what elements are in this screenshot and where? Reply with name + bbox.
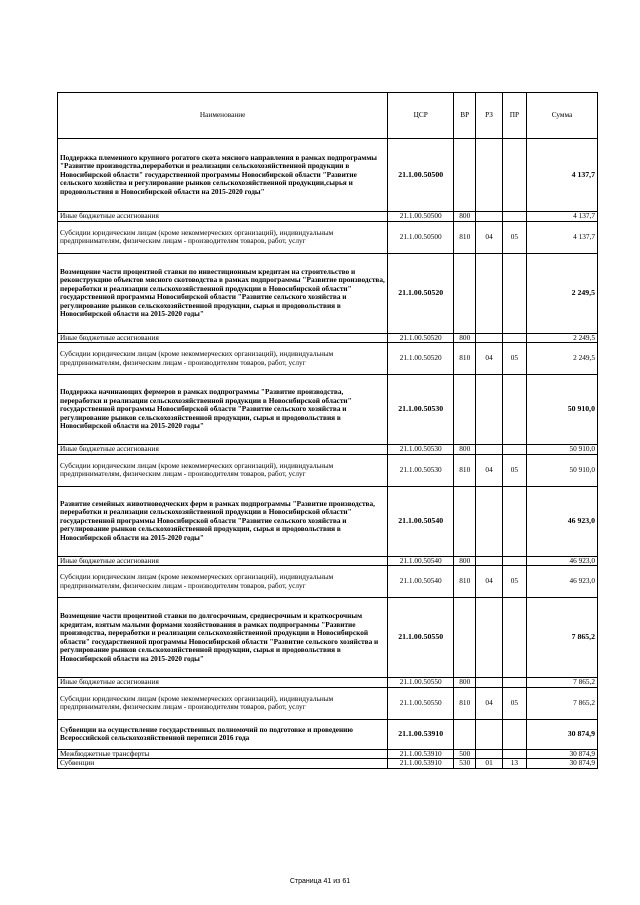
- cell-vr: [454, 598, 476, 678]
- cell-sum: 2 249,5: [527, 253, 598, 333]
- cell-name: Иные бюджетные ассигнования: [58, 556, 388, 566]
- budget-table: [57, 92, 598, 769]
- cell-csr: 21.1.00.50540: [388, 486, 454, 556]
- cell-name: Развитие семейных животноводческих ферм в рамках подпрограммы "Развитие производства, переработки и реализации сельскохозяйственной продукции в Новосибирской области" государственной программы Новосибирской области "Развитие сельского хозяйства и регулирование рынков сельскохозяйственной продукции, сырья и продовольствия в Новосибирской области на 2015-2020 годы": [58, 486, 388, 556]
- cell-name: Субсидии юридическим лицам (кроме некоммерческих организаций), индивидуальным предпринимателям, физическим лицам - производителям товаров, работ, услуг: [58, 221, 388, 253]
- cell-name: Возмещение части процентной ставки по долгосрочным, среднесрочным и краткосрочным кредитам, взятым малыми формами хозяйствования в рамках подпрограммы "Развитие производства, переработки и реализации сельскохозяйственной продукции в Новосибирской области" государственной программы Новосибирской области "Развитие сельского хозяйства и регулирование рынков сельскохозяйственной продукции, сырья и продовольствия в Новосибирской области на 2015-2020 годы": [58, 598, 388, 678]
- cell-vr: 800: [454, 212, 476, 222]
- cell-name: Субвенции: [58, 759, 388, 769]
- header-sum: Сумма: [527, 93, 598, 139]
- cell-rz: 04: [476, 343, 502, 375]
- cell-pr: [502, 556, 526, 566]
- cell-pr: [502, 333, 526, 343]
- cell-vr: [454, 253, 476, 333]
- cell-rz: 04: [476, 221, 502, 253]
- cell-sum: 7 865,2: [527, 598, 598, 678]
- cell-csr: 21.1.00.50520: [388, 253, 454, 333]
- cell-vr: 810: [454, 566, 476, 598]
- cell-sum: 30 874,9: [527, 759, 598, 769]
- cell-name: Иные бюджетные ассигнования: [58, 445, 388, 455]
- cell-csr: 21.1.00.50520: [388, 343, 454, 375]
- header-name: Наименование: [58, 93, 388, 139]
- cell-pr: [502, 678, 526, 688]
- cell-pr: 05: [502, 454, 526, 486]
- table-row: [58, 253, 598, 333]
- table-row: [58, 139, 598, 212]
- cell-rz: [476, 445, 502, 455]
- cell-csr: 21.1.00.53910: [388, 759, 454, 769]
- cell-pr: [502, 719, 526, 749]
- cell-rz: [476, 139, 502, 212]
- header-rz: РЗ: [476, 93, 502, 139]
- cell-name: Возмещение части процентной ставки по инвестиционным кредитам на строительство и реконструкцию объектов мясного скотоводства в рамках подпрограммы "Развитие производства, переработки и реализации сельскохозяйственной продукции в Новосибирской области" государственной программы Новосибирской области "Развитие сельского хозяйства и регулирование рынков сельскохозяйственной продукции, сырья и продовольствия в Новосибирской области на 2015-2020 годы": [58, 253, 388, 333]
- cell-rz: [476, 212, 502, 222]
- cell-rz: [476, 678, 502, 688]
- table-row: [58, 566, 598, 598]
- cell-pr: 05: [502, 687, 526, 719]
- cell-csr: 21.1.00.50500: [388, 139, 454, 212]
- cell-rz: [476, 749, 502, 759]
- cell-sum: 7 865,2: [527, 687, 598, 719]
- cell-vr: 530: [454, 759, 476, 769]
- cell-sum: 50 910,0: [527, 454, 598, 486]
- cell-vr: 500: [454, 749, 476, 759]
- cell-csr: 21.1.00.50530: [388, 375, 454, 445]
- cell-pr: 05: [502, 221, 526, 253]
- cell-sum: 2 249,5: [527, 333, 598, 343]
- table-row: [58, 556, 598, 566]
- cell-csr: 21.1.00.50550: [388, 678, 454, 688]
- cell-csr: 21.1.00.50520: [388, 333, 454, 343]
- table-row: [58, 749, 598, 759]
- cell-csr: 21.1.00.50540: [388, 556, 454, 566]
- table-row: [58, 678, 598, 688]
- cell-sum: 2 249,5: [527, 343, 598, 375]
- cell-sum: 30 874,9: [527, 749, 598, 759]
- cell-name: Поддержка племенного крупного рогатого скота мясного направления в рамках подпрограммы "Развитие производства,переработки и реализации сельскохозяйственной продукции в Новосибирской области" государственной программы Новосибирской области "Развитие сельского хозяйства и регулирование рынков сельскохозяйственной продукции,сырья и продовольствия в Новосибирской области на 2015-2020 годы": [58, 139, 388, 212]
- table-row: [58, 759, 598, 769]
- cell-name: Иные бюджетные ассигнования: [58, 333, 388, 343]
- cell-vr: [454, 486, 476, 556]
- cell-sum: 4 137,7: [527, 221, 598, 253]
- cell-csr: 21.1.00.53910: [388, 749, 454, 759]
- header-pr: ПР: [502, 93, 526, 139]
- table-row: [58, 687, 598, 719]
- table-body: [58, 139, 598, 769]
- cell-name: Поддержка начинающих фермеров в рамках подпрограммы "Развитие производства, переработки и реализации сельскохозяйственной продукции в Новосибирской области" государственной программы Новосибирской области "Развитие сельского хозяйства и регулирование рынков сельскохозяйственной продукции, сырья и продовольствия в Новосибирской области на 2015-2020 годы": [58, 375, 388, 445]
- cell-rz: [476, 598, 502, 678]
- cell-csr: 21.1.00.53910: [388, 719, 454, 749]
- cell-vr: 800: [454, 678, 476, 688]
- cell-rz: [476, 556, 502, 566]
- cell-pr: [502, 749, 526, 759]
- cell-vr: 810: [454, 343, 476, 375]
- cell-csr: 21.1.00.50500: [388, 212, 454, 222]
- cell-vr: [454, 375, 476, 445]
- cell-pr: [502, 445, 526, 455]
- cell-rz: 04: [476, 687, 502, 719]
- cell-vr: [454, 139, 476, 212]
- cell-name: Межбюджетные трансферты: [58, 749, 388, 759]
- cell-sum: 4 137,7: [527, 139, 598, 212]
- cell-name: Субсидии юридическим лицам (кроме некоммерческих организаций), индивидуальным предпринимателям, физическим лицам - производителям товаров, работ, услуг: [58, 687, 388, 719]
- cell-pr: [502, 375, 526, 445]
- table-row: [58, 343, 598, 375]
- cell-sum: 50 910,0: [527, 445, 598, 455]
- cell-pr: [502, 486, 526, 556]
- cell-sum: 50 910,0: [527, 375, 598, 445]
- cell-name: Субвенции на осуществление государственных полномочий по подготовке и проведению Всероссийской сельскохозяйственной переписи 2016 года: [58, 719, 388, 749]
- cell-pr: [502, 253, 526, 333]
- table-row: [58, 375, 598, 445]
- table-row: [58, 212, 598, 222]
- cell-rz: [476, 253, 502, 333]
- cell-pr: 05: [502, 343, 526, 375]
- cell-rz: [476, 375, 502, 445]
- table-row: [58, 454, 598, 486]
- table-row: [58, 221, 598, 253]
- cell-name: Субсидии юридическим лицам (кроме некоммерческих организаций), индивидуальным предпринимателям, физическим лицам - производителям товаров, работ, услуг: [58, 343, 388, 375]
- cell-pr: 13: [502, 759, 526, 769]
- cell-vr: 810: [454, 687, 476, 719]
- cell-pr: [502, 139, 526, 212]
- cell-vr: 800: [454, 556, 476, 566]
- cell-pr: 05: [502, 566, 526, 598]
- cell-sum: 46 923,0: [527, 566, 598, 598]
- cell-sum: 46 923,0: [527, 556, 598, 566]
- cell-rz: [476, 719, 502, 749]
- cell-csr: 21.1.00.50540: [388, 566, 454, 598]
- cell-name: Иные бюджетные ассигнования: [58, 678, 388, 688]
- cell-sum: 7 865,2: [527, 678, 598, 688]
- cell-csr: 21.1.00.50550: [388, 687, 454, 719]
- cell-vr: [454, 719, 476, 749]
- cell-sum: 46 923,0: [527, 486, 598, 556]
- cell-name: Субсидии юридическим лицам (кроме некоммерческих организаций), индивидуальным предпринимателям, физическим лицам - производителям товаров, работ, услуг: [58, 454, 388, 486]
- cell-rz: [476, 486, 502, 556]
- cell-csr: 21.1.00.50500: [388, 221, 454, 253]
- cell-sum: 30 874,9: [527, 719, 598, 749]
- cell-sum: 4 137,7: [527, 212, 598, 222]
- cell-vr: 810: [454, 454, 476, 486]
- cell-name: Иные бюджетные ассигнования: [58, 212, 388, 222]
- cell-rz: 04: [476, 454, 502, 486]
- table-row: [58, 598, 598, 678]
- cell-vr: 810: [454, 221, 476, 253]
- table-row: [58, 445, 598, 455]
- table-header-row: [58, 93, 598, 139]
- cell-name: Субсидии юридическим лицам (кроме некоммерческих организаций), индивидуальным предпринимателям, физическим лицам - производителям товаров, работ, услуг: [58, 566, 388, 598]
- cell-pr: [502, 212, 526, 222]
- cell-vr: 800: [454, 445, 476, 455]
- table-row: [58, 719, 598, 749]
- table-row: [58, 333, 598, 343]
- cell-csr: 21.1.00.50530: [388, 454, 454, 486]
- cell-rz: [476, 333, 502, 343]
- header-vr: ВР: [454, 93, 476, 139]
- cell-pr: [502, 598, 526, 678]
- header-csr: ЦСР: [388, 93, 454, 139]
- cell-rz: 01: [476, 759, 502, 769]
- cell-rz: 04: [476, 566, 502, 598]
- cell-vr: 800: [454, 333, 476, 343]
- page-number: Страница 41 из 61: [289, 878, 351, 885]
- table-row: [58, 486, 598, 556]
- cell-csr: 21.1.00.50550: [388, 598, 454, 678]
- cell-csr: 21.1.00.50530: [388, 445, 454, 455]
